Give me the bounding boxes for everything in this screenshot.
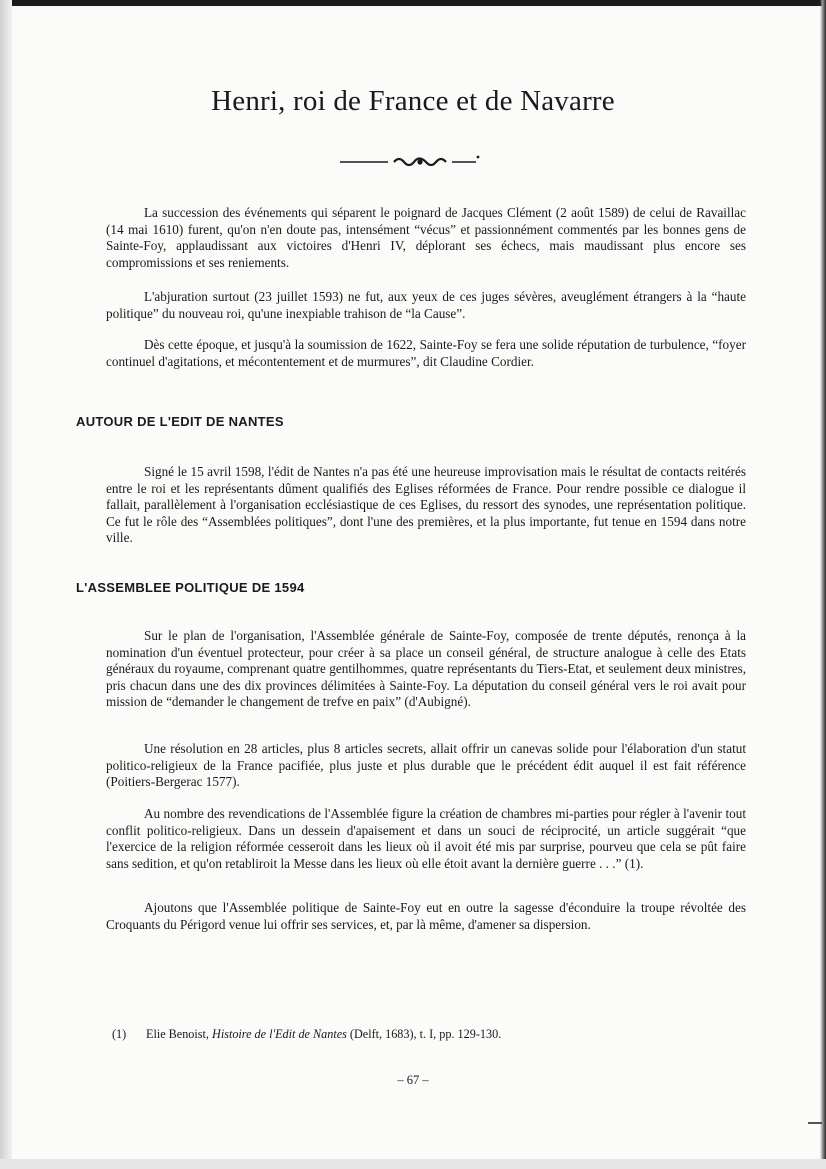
scan-edge-mark <box>808 1122 822 1124</box>
scan-edge-bottom <box>0 1159 826 1169</box>
footnote-number: (1) <box>112 1027 127 1041</box>
scan-edge-left <box>0 0 12 1169</box>
section1-paragraph-1: Signé le 15 avril 1598, l'édit de Nantes n'a pas été une heureuse improvisation mais le résultat de contacts reitérés entre le roi et les représentants dûment qualifiés des Eglises réformées de France. Pour rendre possible ce dialogue il fallait, parallèlement à l'organisation ecclésiastique de ces Eglises, du ressort des synodes, une représentation politique. Ce fut le rôle des “Assemblées politiques”, dont l'une des premières, et la plus importante, fut tenue en 1594 dans notre ville. <box>106 464 746 546</box>
scan-edge-top <box>0 0 826 6</box>
section-heading-edit-de-nantes: AUTOUR DE L'EDIT DE NANTES <box>76 414 284 429</box>
section2-paragraph-3: Au nombre des revendications de l'Assemblée figure la création de chambres mi-parties pour régler à l'avenir tout conflit politico-religieux. Dans un dessein d'apaisement et dans un souci de réciprocité, un article suggérait “que l'exercice de la religion réformée cesseroit dans les lieux où il avoit été mis par surprise, pourveu que cela se pût faire sans sedition, et qu'on retabliroit la Messe dans les lieux où elle étoit avant la dernière guerre . . .” (1). <box>106 806 746 871</box>
footnote-reference: (Delft, 1683), t. I, pp. 129-130. <box>349 1027 502 1041</box>
scan-edge-right <box>820 0 826 1169</box>
section-heading-assemblee-1594: L'ASSEMBLEE POLITIQUE DE 1594 <box>76 580 305 595</box>
page-title: Henri, roi de France et de Navarre <box>211 85 615 117</box>
section2-paragraph-1: Sur le plan de l'organisation, l'Assemblée générale de Sainte-Foy, composée de trente députés, renonça à la nomination d'un éventuel protecteur, pour créer à sa place un conseil général, de structure analogue à celle des Etats généraux du royaume, comprenant quatre gentilhommes, quatre représentants du Tiers-Etat, et seulement deux ministres, pris chacun dans une des dix provinces délimitées à Sainte-Foy. La députation du conseil général vers le roi avait pour mission de “demander le changement de trefve en paix” (d'Aubigné). <box>106 628 746 710</box>
intro-paragraph-1: La succession des événements qui séparent le poignard de Jacques Clément (2 août 1589) de celui de Ravaillac (14 mai 1610) furent, qu'on n'en doute pas, intensément “vécus” et passionnément commentés par les bonnes gens de Sainte-Foy, applaudissant aux victoires d'Henri IV, déplorant ses échecs, mais maudissant plus encore ses compromissions et ses reniements. <box>106 205 746 270</box>
page-number: – 67 – <box>397 1073 429 1087</box>
section2-paragraph-4: Ajoutons que l'Assemblée politique de Sainte-Foy eut en outre la sagesse d'éconduire la troupe révoltée des Croquants du Périgord venue lui offrir ses services, et, par là même, d'amener sa dispersion. <box>106 900 746 932</box>
title-ornament-divider <box>340 150 500 170</box>
footnote-work-title: Histoire de l'Edit de Nantes <box>212 1027 347 1041</box>
section2-paragraph-2: Une résolution en 28 articles, plus 8 articles secrets, allait offrir un canevas solide pour l'élaboration d'un statut politico-religieux de la France pacifiée, plus juste et plus durable que le précédent édit auquel il est fait référence (Poitiers-Bergerac 1577). <box>106 741 746 790</box>
footnote-author: Elie Benoist, <box>146 1027 209 1041</box>
intro-paragraph-2: L'abjuration surtout (23 juillet 1593) ne fut, aux yeux de ces juges sévères, aveuglément étrangers à la “haute politique” du nouveau roi, qu'une inexpiable trahison de “la Cause”. <box>106 289 746 321</box>
intro-paragraph-3: Dès cette époque, et jusqu'à la soumission de 1622, Sainte-Foy se fera une solide réputation de turbulence, “foyer continuel d'agitations, et mécontentement et de murmures”, dit Claudine Cordier. <box>106 337 746 369</box>
footnote <box>112 1027 752 1042</box>
